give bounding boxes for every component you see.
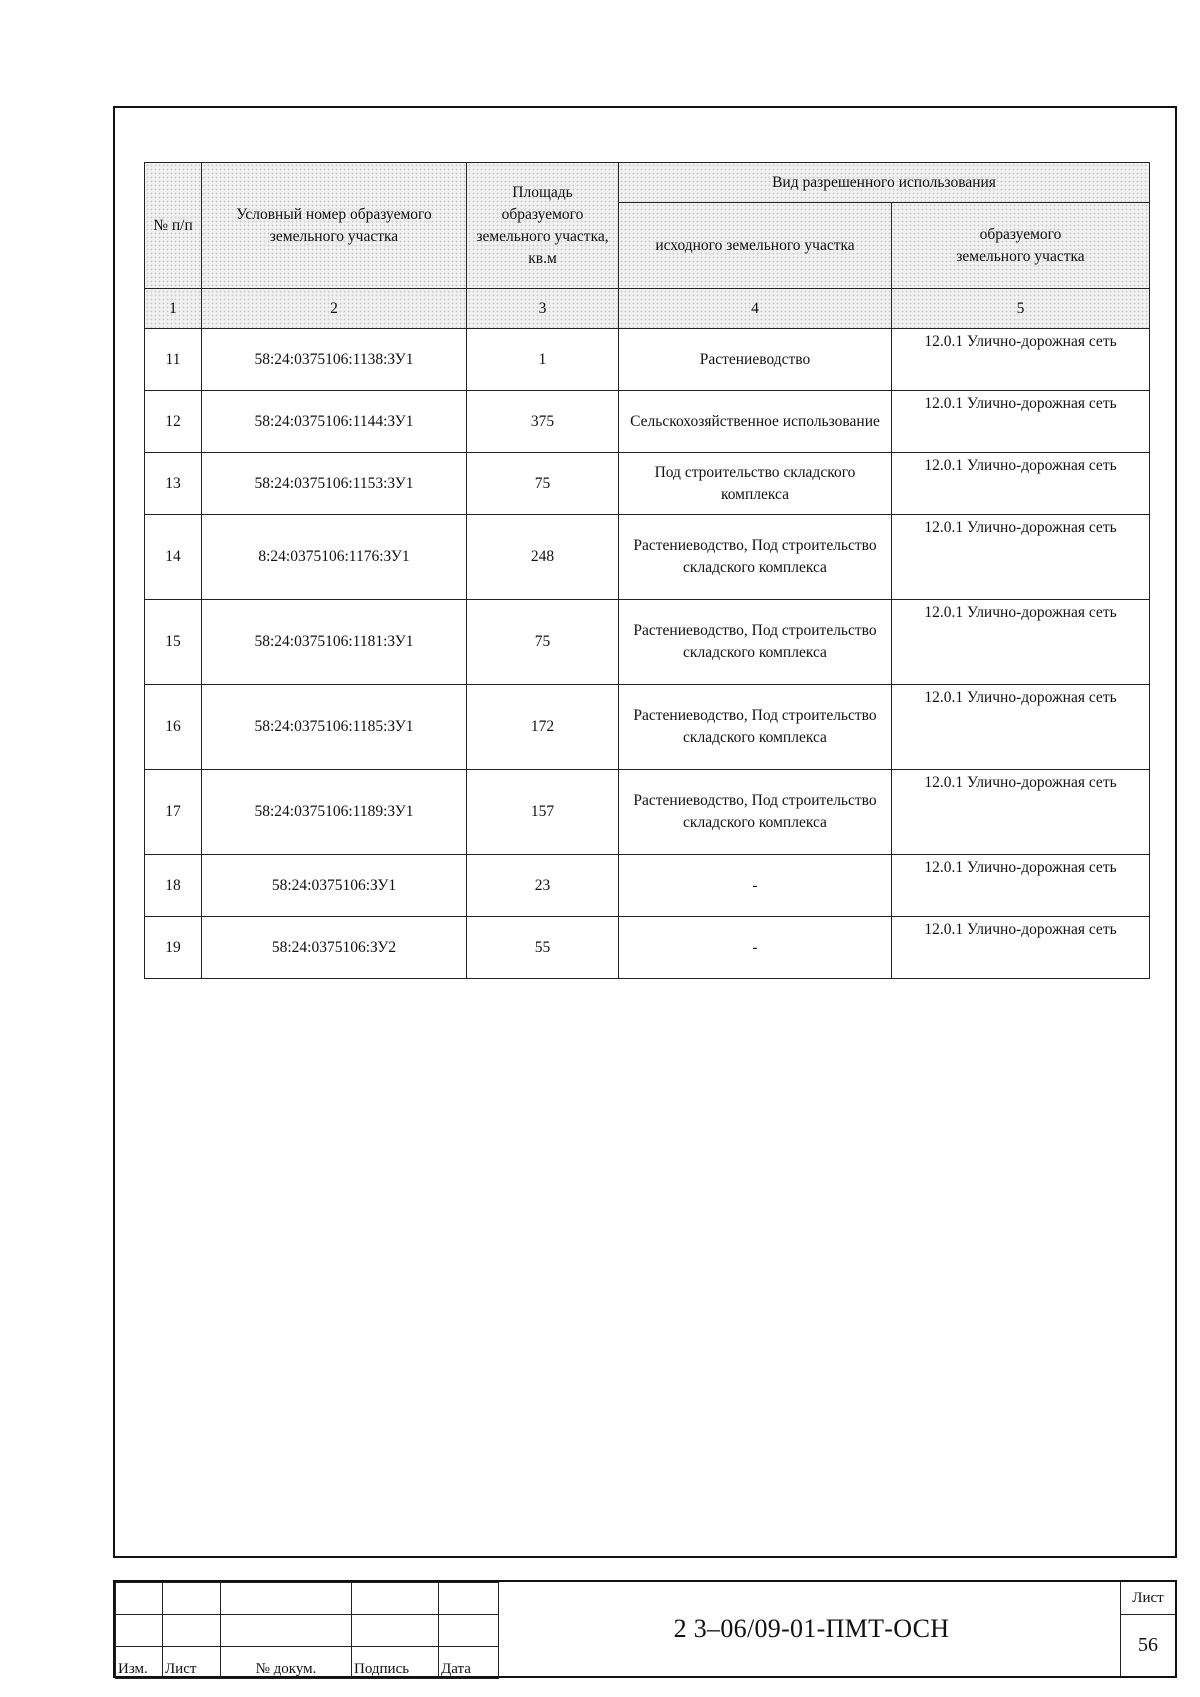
row-source-use: Растениеводство (619, 329, 892, 391)
label-doc-number: № докум. (221, 1647, 352, 1679)
sheet-number: 56 (1138, 1633, 1158, 1656)
header-permitted-use: Вид разрешенного использования (619, 163, 1150, 203)
title-block-row (116, 1583, 499, 1615)
row-source-use: Сельскохозяйственное использование (619, 391, 892, 453)
table-row (145, 329, 1150, 391)
label-signature: Подпись (352, 1647, 439, 1679)
title-block-row (116, 1615, 499, 1647)
row-num: 16 (145, 685, 202, 770)
row-area: 23 (467, 855, 619, 917)
sheet-box (1120, 1582, 1175, 1676)
row-area: 75 (467, 453, 619, 515)
row-formed-use: 12.0.1 Улично-дорожная сеть (892, 685, 1150, 770)
row-cadastral: 8:24:0375106:1176:ЗУ1 (202, 515, 467, 600)
row-formed-use: 12.0.1 Улично-дорожная сеть (892, 600, 1150, 685)
row-area: 172 (467, 685, 619, 770)
row-area: 1 (467, 329, 619, 391)
row-source-use: - (619, 917, 892, 979)
row-formed-use: 12.0.1 Улично-дорожная сеть (892, 515, 1150, 600)
header-area: Площадь образуемого земельного участка, кв.м (467, 163, 619, 289)
document-code: 2 3–06/09-01-ПМТ-ОСН (498, 1582, 1124, 1676)
col-number: 4 (619, 289, 892, 329)
row-formed-use: 12.0.1 Улично-дорожная сеть (892, 453, 1150, 515)
row-formed-use: 12.0.1 Улично-дорожная сеть (892, 855, 1150, 917)
row-num: 15 (145, 600, 202, 685)
row-formed-use: 12.0.1 Улично-дорожная сеть (892, 391, 1150, 453)
label-date: Дата (439, 1647, 499, 1679)
row-source-use: Под строительство складского комплекса (619, 453, 892, 515)
table-row (145, 453, 1150, 515)
sheet-label: Лист (1121, 1582, 1175, 1615)
row-cadastral: 58:24:0375106:1144:ЗУ1 (202, 391, 467, 453)
title-block-label-row (116, 1647, 499, 1679)
header-formed-use: образуемого земельного участка (892, 203, 1150, 289)
table-row (145, 515, 1150, 600)
column-numbers-row (145, 289, 1150, 329)
land-plots-table (144, 162, 1150, 979)
table-row (145, 855, 1150, 917)
row-num: 18 (145, 855, 202, 917)
row-cadastral: 58:24:0375106:1138:ЗУ1 (202, 329, 467, 391)
table-row (145, 917, 1150, 979)
row-cadastral: 58:24:0375106:ЗУ2 (202, 917, 467, 979)
table-row (145, 391, 1150, 453)
row-area: 248 (467, 515, 619, 600)
row-formed-use: 12.0.1 Улично-дорожная сеть (892, 917, 1150, 979)
header-source-use: исходного земельного участка (619, 203, 892, 289)
row-num: 14 (145, 515, 202, 600)
row-num: 19 (145, 917, 202, 979)
row-num: 17 (145, 770, 202, 855)
row-source-use: - (619, 855, 892, 917)
col-number: 3 (467, 289, 619, 329)
row-cadastral: 58:24:0375106:1189:ЗУ1 (202, 770, 467, 855)
table-row (145, 600, 1150, 685)
row-num: 11 (145, 329, 202, 391)
title-block-grid (115, 1582, 499, 1679)
row-formed-use: 12.0.1 Улично-дорожная сеть (892, 770, 1150, 855)
col-number: 5 (892, 289, 1150, 329)
row-source-use: Растениеводство, Под строительство складского комплекса (619, 770, 892, 855)
row-source-use: Растениеводство, Под строительство складского комплекса (619, 685, 892, 770)
row-area: 55 (467, 917, 619, 979)
row-area: 75 (467, 600, 619, 685)
table-row (145, 685, 1150, 770)
table-row (145, 770, 1150, 855)
row-cadastral: 58:24:0375106:ЗУ1 (202, 855, 467, 917)
row-source-use: Растениеводство, Под строительство складского комплекса (619, 515, 892, 600)
title-block (113, 1580, 1177, 1678)
col-number: 1 (145, 289, 202, 329)
header-num: № п/п (145, 163, 202, 289)
row-area: 375 (467, 391, 619, 453)
row-num: 13 (145, 453, 202, 515)
col-number: 2 (202, 289, 467, 329)
row-formed-use: 12.0.1 Улично-дорожная сеть (892, 329, 1150, 391)
row-area: 157 (467, 770, 619, 855)
header-cadastral-number: Условный номер образуемого земельного участка (202, 163, 467, 289)
row-cadastral: 58:24:0375106:1181:ЗУ1 (202, 600, 467, 685)
header-row-1 (145, 163, 1150, 203)
row-cadastral: 58:24:0375106:1153:ЗУ1 (202, 453, 467, 515)
row-source-use: Растениеводство, Под строительство складского комплекса (619, 600, 892, 685)
label-list: Лист (163, 1647, 221, 1679)
row-num: 12 (145, 391, 202, 453)
label-izm: Изм. (116, 1647, 163, 1679)
row-cadastral: 58:24:0375106:1185:ЗУ1 (202, 685, 467, 770)
